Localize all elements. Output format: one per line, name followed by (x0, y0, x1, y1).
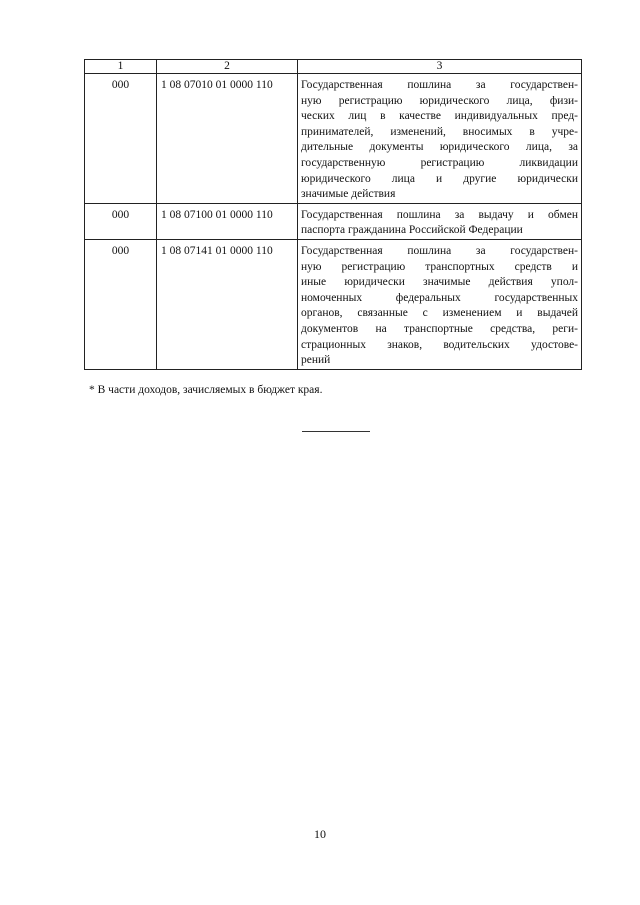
description-line: ческих лиц в качестве индивидуальных пред- (301, 110, 578, 123)
description-line: значимые действия (301, 188, 396, 201)
revenue-codes-table (84, 59, 582, 370)
description-line: Государственная пошлина за выдачу и обмен (301, 208, 578, 221)
description-line: паспорта гражданина Российской Федерации (301, 224, 523, 237)
description-line: ную регистрацию юридического лица, физи- (301, 94, 578, 107)
table-row (85, 239, 582, 369)
description-line: ную регистрацию транспортных средств и (301, 260, 578, 273)
description-line: Государственная пошлина за государствен- (301, 79, 578, 91)
description-line: номоченных федеральных государственных (301, 291, 578, 304)
description-line: принимателей, изменений, вносимых в учре- (301, 125, 578, 138)
description-line: органов, связанные с изменением и выдачей (301, 307, 578, 320)
footnote: * В части доходов, зачисляемых в бюджет края. (89, 384, 323, 396)
description-cell (298, 203, 582, 239)
description-cell (298, 239, 582, 369)
kbk-code-cell: 1 08 07010 01 0000 110 (157, 74, 298, 204)
admin-code-cell: 000 (85, 239, 157, 369)
description-cell (298, 74, 582, 204)
page-number: 10 (314, 827, 326, 841)
table-row (85, 74, 582, 204)
description-line: Государственная пошлина за государствен- (301, 244, 578, 257)
header-cell-3: 3 (298, 60, 582, 74)
header-cell-2: 2 (157, 60, 298, 74)
header-cell-1: 1 (85, 60, 157, 74)
separator-line (302, 431, 370, 432)
description-line: рений (301, 354, 331, 367)
admin-code-cell: 000 (85, 203, 157, 239)
kbk-code-cell: 1 08 07100 01 0000 110 (157, 203, 298, 239)
kbk-code-cell: 1 08 07141 01 0000 110 (157, 239, 298, 369)
table-header-row (85, 60, 582, 74)
description-line: иные юридически значимые действия упол- (301, 276, 578, 289)
description-line: государственную регистрацию ликвидации (301, 156, 578, 169)
admin-code-cell: 000 (85, 74, 157, 204)
table-row (85, 203, 582, 239)
description-line: дительные документы юридического лица, за (301, 141, 578, 154)
description-line: документов на транспортные средства, реги- (301, 322, 578, 335)
description-line: страционных знаков, водительских удостове- (301, 338, 578, 351)
description-line: юридического лица и другие юридически (301, 172, 578, 185)
